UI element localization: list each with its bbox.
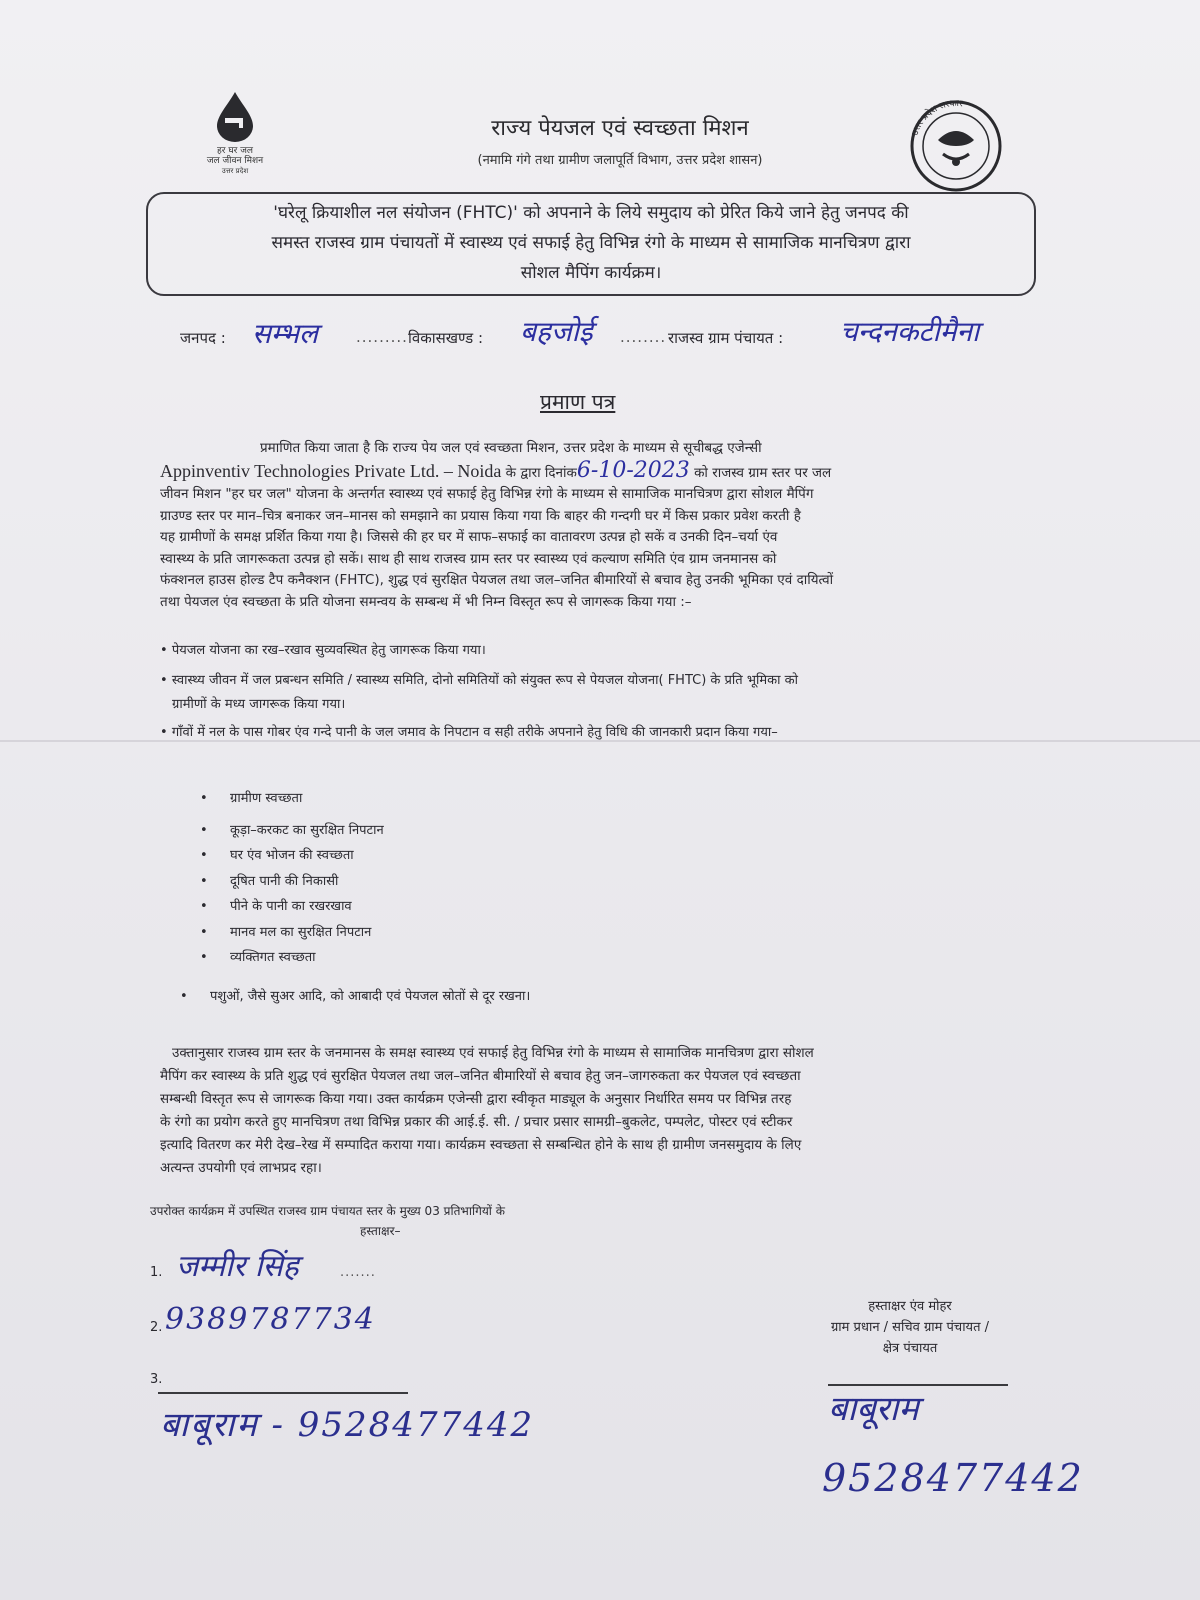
sanitation-sub-list — [200, 786, 384, 971]
participant-number-3: 3. — [150, 1372, 163, 1387]
har-ghar-jal-logo — [190, 90, 280, 176]
body-line-5: यह ग्रामीणों के समक्ष प्रर्शित किया गया है। जिससे की हर घर में साफ–सफाई का वातावरण उत्पन्न हो सकें व उनकी दिन–चर्या एंव — [160, 529, 778, 545]
district-value: सम्भल — [252, 317, 318, 350]
signature-line-3 — [158, 1392, 408, 1394]
logo-text-1: हर घर जल — [217, 146, 253, 156]
panchayat-value: चन्दनकटीमैना — [840, 315, 980, 348]
sub-list-item: • कूड़ा–करकट का सुरक्षित निपटान — [200, 822, 384, 838]
body-line-7: फंक्शनल हाउस होल्ड टैप कनैक्शन (FHTC), शुद्ध एवं सुरक्षित पेयजल तथा जल–जनित बीमारियों से बचाव हेतु उनकी भूमिका एवं दायित्वों — [160, 572, 834, 588]
pradhan-signature-name: बाबूराम — [828, 1389, 919, 1429]
stamp-label-2: ग्राम प्रधान / सचिव ग्राम पंचायत / — [830, 1320, 990, 1335]
participants-signature-label: हस्ताक्षर– — [360, 1224, 401, 1238]
sub-list-item: • पीने के पानी का रखरखाव — [200, 899, 352, 914]
participant-signature-3: बाबूराम - 9528477442 — [160, 1405, 535, 1445]
body-line-2-end: को राजस्व ग्राम स्तर पर जल — [694, 464, 832, 481]
pradhan-stamp-block — [780, 1296, 1040, 1359]
sub-list-item: • व्यक्तिगत स्वच्छता — [200, 950, 316, 965]
body-paragraph — [160, 438, 1080, 613]
body-line-8: तथा पेयजल एंव स्वच्छता के प्रति योजना समन्वय के सम्बन्ध में भी निम्न विस्तृत रूप से जागरूक किया गया :– — [160, 593, 692, 610]
participant-signature-1: जम्मीर सिंह — [176, 1249, 299, 1284]
participant-number-2: 2. — [150, 1320, 163, 1335]
district-dots: ......... — [356, 328, 408, 346]
program-description-box — [146, 192, 1036, 296]
stamp-label-1: हस्ताक्षर एंव मोहर — [868, 1299, 952, 1314]
mission-subtitle: (नमामि गंगे तथा ग्रामीण जलापूर्ति विभाग, उत्तर प्रदेश शासन) — [477, 153, 763, 168]
body-line-6: स्वास्थ्य के प्रति जागरूकता उत्पन्न हो सकें। साथ ही साथ राजस्व ग्राम स्तर पर स्वास्थ्य एवं कल्याण समिति एंव ग्राम जनमानस को — [160, 550, 777, 567]
body-line-1: प्रमाणित किया जाता है कि राज्य पेय जल एवं स्वच्छता मिशन, उत्तर प्रदेश के माध्यम से सूचीबद्ध एजेन्सी — [260, 440, 762, 456]
program-date: 6-10-2023 — [576, 457, 690, 483]
up-government-seal — [898, 96, 1014, 192]
program-line-3: सोशल मैपिंग कार्यक्रम। — [520, 263, 662, 283]
sub-list-item: • मानव मल का सुरक्षित निपटान — [200, 924, 372, 940]
sub-list-item: • घर एंव भोजन की स्वच्छता — [200, 848, 354, 863]
closing-line-4: के रंगो का प्रयोग करते हुए मानचित्रण तथा विभिन्न प्रकार की आई.ई. सी. / प्रचार प्रसार सामग्री–बुकलेट, पम्पलेट, पोस्टर एवं स्टीकर — [160, 1114, 793, 1130]
closing-line-1: उक्तानुसार राजस्व ग्राम स्तर के जनमानस के समक्ष स्वास्थ्य एवं सफाई हेतु विभिन्न रंगो के माध्यम से सामाजिक मानचित्रण द्वारा सोशल — [172, 1045, 814, 1061]
agency-name: Appinventiv Technologies Private Ltd. – Noida — [160, 460, 502, 481]
program-line-1: 'घरेलू क्रियाशील नल संयोजन (FHTC)' को अपनाने के लिये समुदाय को प्रेरित किये जाने हेतु जनपद की — [273, 203, 909, 223]
closing-paragraph — [160, 1042, 1080, 1180]
participant-signature-2: 9389787734 — [165, 1302, 376, 1337]
stamp-label-3: क्षेत्र पंचायत — [882, 1341, 938, 1356]
participant-number-1: 1. — [150, 1265, 163, 1280]
certificate-title: प्रमाण पत्र — [540, 390, 616, 414]
bullet-item: • स्वास्थ्य जीवन में जल प्रबन्धन समिति / स्वास्थ्य समिति, दोनो समितियों को संयुक्त रूप से पेयजल योजना( FHTC) के प्रति भूमिका को — [160, 673, 798, 688]
program-line-2: समस्त राजस्व ग्राम पंचायतों में स्वास्थ्य एवं सफाई हेतु विभिन्न रंगो के माध्यम से सामाजिक मानचित्रण द्वारा — [271, 233, 911, 253]
header-title-block — [370, 112, 870, 168]
date-label: के द्वारा दिनांक — [505, 464, 577, 481]
logo-text-3: उत्तर प्रदेश — [221, 167, 249, 175]
bullet-item: • गाँवों में नल के पास गोबर एंव गन्दे पानी के जल जमाव के निपटान व सही तरीके अपनाने हेतु विधि की जानकारी प्रदान किया गया– — [160, 725, 778, 740]
sub-list-item: • दूषित पानी की निकासी — [200, 873, 339, 889]
bullet-item-continued: ग्रामीणों के मध्य जागरूक किया गया। — [172, 697, 346, 712]
logo-text-2: जल जीवन मिशन — [206, 156, 264, 166]
body-line-3: जीवन मिशन "हर घर जल" योजना के अन्तर्गत स्वास्थ्य एवं सफाई हेतु विभिन्न रंगो के माध्यम से सामाजिक मानचित्रण द्वारा सोशल मैपिंग — [160, 486, 814, 502]
participants-caption: उपरोक्त कार्यक्रम में उपस्थित राजस्व ग्राम पंचायत स्तर के मुख्य 03 प्रतिभागियों के — [150, 1204, 505, 1218]
body-line-4: ग्राउण्ड स्तर पर मान–चित्र बनाकर जन–मानस को समझाने का प्रयास किया गया कि बाहर की गन्दगी घर में किस प्रकार प्रवेश करती है — [160, 507, 801, 524]
signature-dots-1: ....... — [340, 1265, 376, 1280]
district-label: जनपद : — [180, 329, 226, 347]
body-line-2 — [160, 457, 1080, 485]
awareness-bullets — [160, 640, 1090, 746]
mission-title: राज्य पेयजल एवं स्वच्छता मिशन — [491, 116, 749, 141]
svg-text:उत्तर प्रदेश सरकार: उत्तर प्रदेश सरकार — [910, 98, 964, 137]
animal-bullet: • पशुओं, जैसे सुअर आदि, को आबादी एवं पेयजल स्रोतों से दूर रखना। — [180, 989, 531, 1004]
block-value: बहजोई — [520, 315, 593, 348]
block-label: विकासखण्ड : — [408, 329, 484, 347]
block-dots: ........ — [620, 328, 667, 346]
pradhan-signature-phone: 9528477442 — [822, 1456, 1084, 1500]
closing-line-6: अत्यन्त उपयोगी एवं लाभप्रद रहा। — [160, 1160, 322, 1176]
closing-line-5: इत्यादि वितरण कर मेरी देख–रेख में सम्पादित कराया गया। कार्यक्रम स्वच्छता से सम्बन्धित होने के साथ ही ग्रामीण जनसमुदाय के लिए — [160, 1137, 802, 1153]
bullet-item: • पेयजल योजना का रख–रखाव सुव्यवस्थित हेतु जागरूक किया गया। — [160, 643, 486, 658]
closing-line-3: सम्बन्धी विस्तृत रूप से जागरूक किया गया। उक्त कार्यक्रम एजेन्सी द्वारा स्वीकृत माड्यूल के अनुसार निर्धारित समय पर विभिन्न तरह — [160, 1091, 792, 1107]
water-drop-icon — [213, 90, 257, 142]
panchayat-label: राजस्व ग्राम पंचायत : — [668, 329, 784, 347]
closing-line-2: मैपिंग कर स्वास्थ्य के प्रति शुद्ध एवं सुरक्षित पेयजल तथा जल–जनित बीमारियों से बचाव हेतु जन–जागरुकता कर पेयजल एवं स्वच्छता — [160, 1068, 801, 1084]
sub-list-item: • ग्रामीण स्वच्छता — [200, 791, 303, 806]
